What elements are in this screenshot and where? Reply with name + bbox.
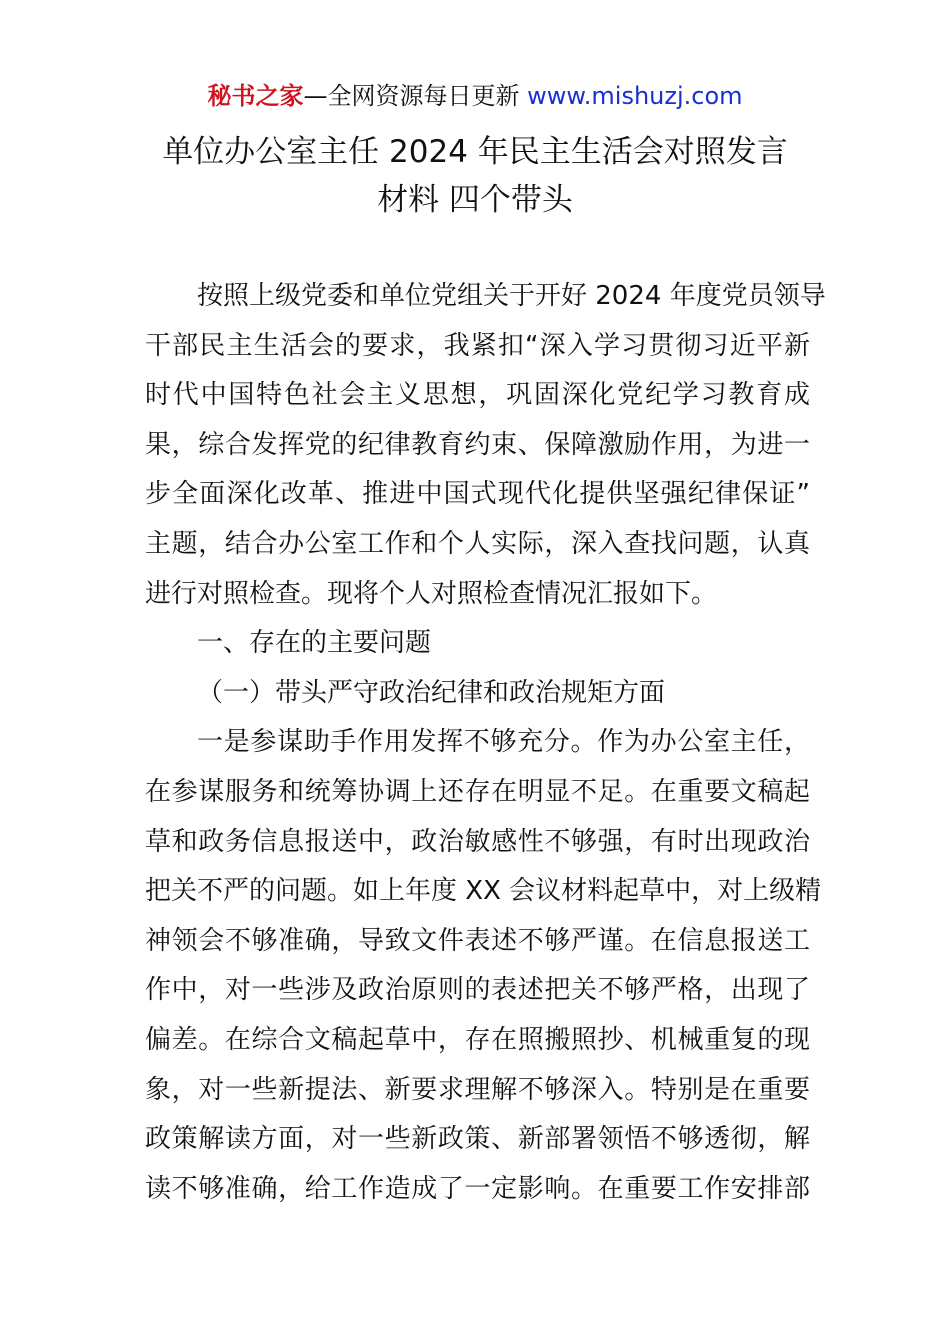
site-url-link[interactable]: www.mishuzj.com (527, 82, 743, 110)
paragraph-line: 在参谋服务和统筹协调上还存在明显不足。在重要文稿起 (145, 776, 810, 807)
title-line-2: 材料 四个带头 (377, 182, 573, 218)
paragraph-line: 步全面深化改革、推进中国式现代化提供坚强纪律保证” (145, 479, 810, 510)
paragraph-line: 按照上级党委和单位党组关于开好 2024 年度党员领导 (197, 281, 826, 311)
paragraph-line: 一是参谋助手作用发挥不够充分。作为办公室主任， (197, 727, 810, 758)
site-brand: 秘书之家 (207, 82, 304, 110)
paragraph-line: 进行对照检查。现将个人对照检查情况汇报如下。 (145, 578, 718, 609)
site-header (0, 80, 950, 112)
paragraph-line: 草和政务信息报送中，政治敏感性不够强，有时出现政治 (145, 826, 810, 857)
title-line-1: 单位办公室主任 2024 年民主生活会对照发言 (162, 134, 788, 170)
paragraph-line: 把关不严的问题。如上年度 XX 会议材料起草中，对上级精 (145, 876, 822, 907)
paragraph-line: 作中，对一些涉及政治原则的表述把关不够严格，出现了 (145, 975, 810, 1006)
paragraph-line: 主题，结合办公室工作和个人实际，深入查找问题，认真 (145, 528, 810, 559)
paragraph-line: 神领会不够准确，导致文件表述不够严谨。在信息报送工 (145, 925, 810, 956)
paragraph-line: 政策解读方面，对一些新政策、新部署领悟不够透彻，解 (145, 1124, 810, 1155)
section-heading: 一、存在的主要问题 (197, 628, 432, 659)
site-tagline: —全网资源每日更新 (303, 82, 528, 110)
document-title (0, 128, 950, 224)
paragraph-line: 象，对一些新提法、新要求理解不够深入。特别是在重要 (145, 1074, 810, 1105)
subsection-heading: （一）带头严守政治纪律和政治规矩方面 (197, 677, 666, 708)
paragraph-line: 时代中国特色社会主义思想，巩固深化党纪学习教育成 (145, 380, 810, 411)
paragraph-line: 偏差。在综合文稿起草中，存在照搬照抄、机械重复的现 (145, 1024, 810, 1055)
document-body (145, 272, 826, 1214)
paragraph-line: 干部民主生活会的要求，我紧扣“深入学习贯彻习近平新 (145, 330, 810, 361)
paragraph-line: 读不够准确，给工作造成了一定影响。在重要工作安排部 (145, 1173, 810, 1204)
paragraph-line: 果，综合发挥党的纪律教育约束、保障激励作用，为进一 (145, 429, 810, 460)
